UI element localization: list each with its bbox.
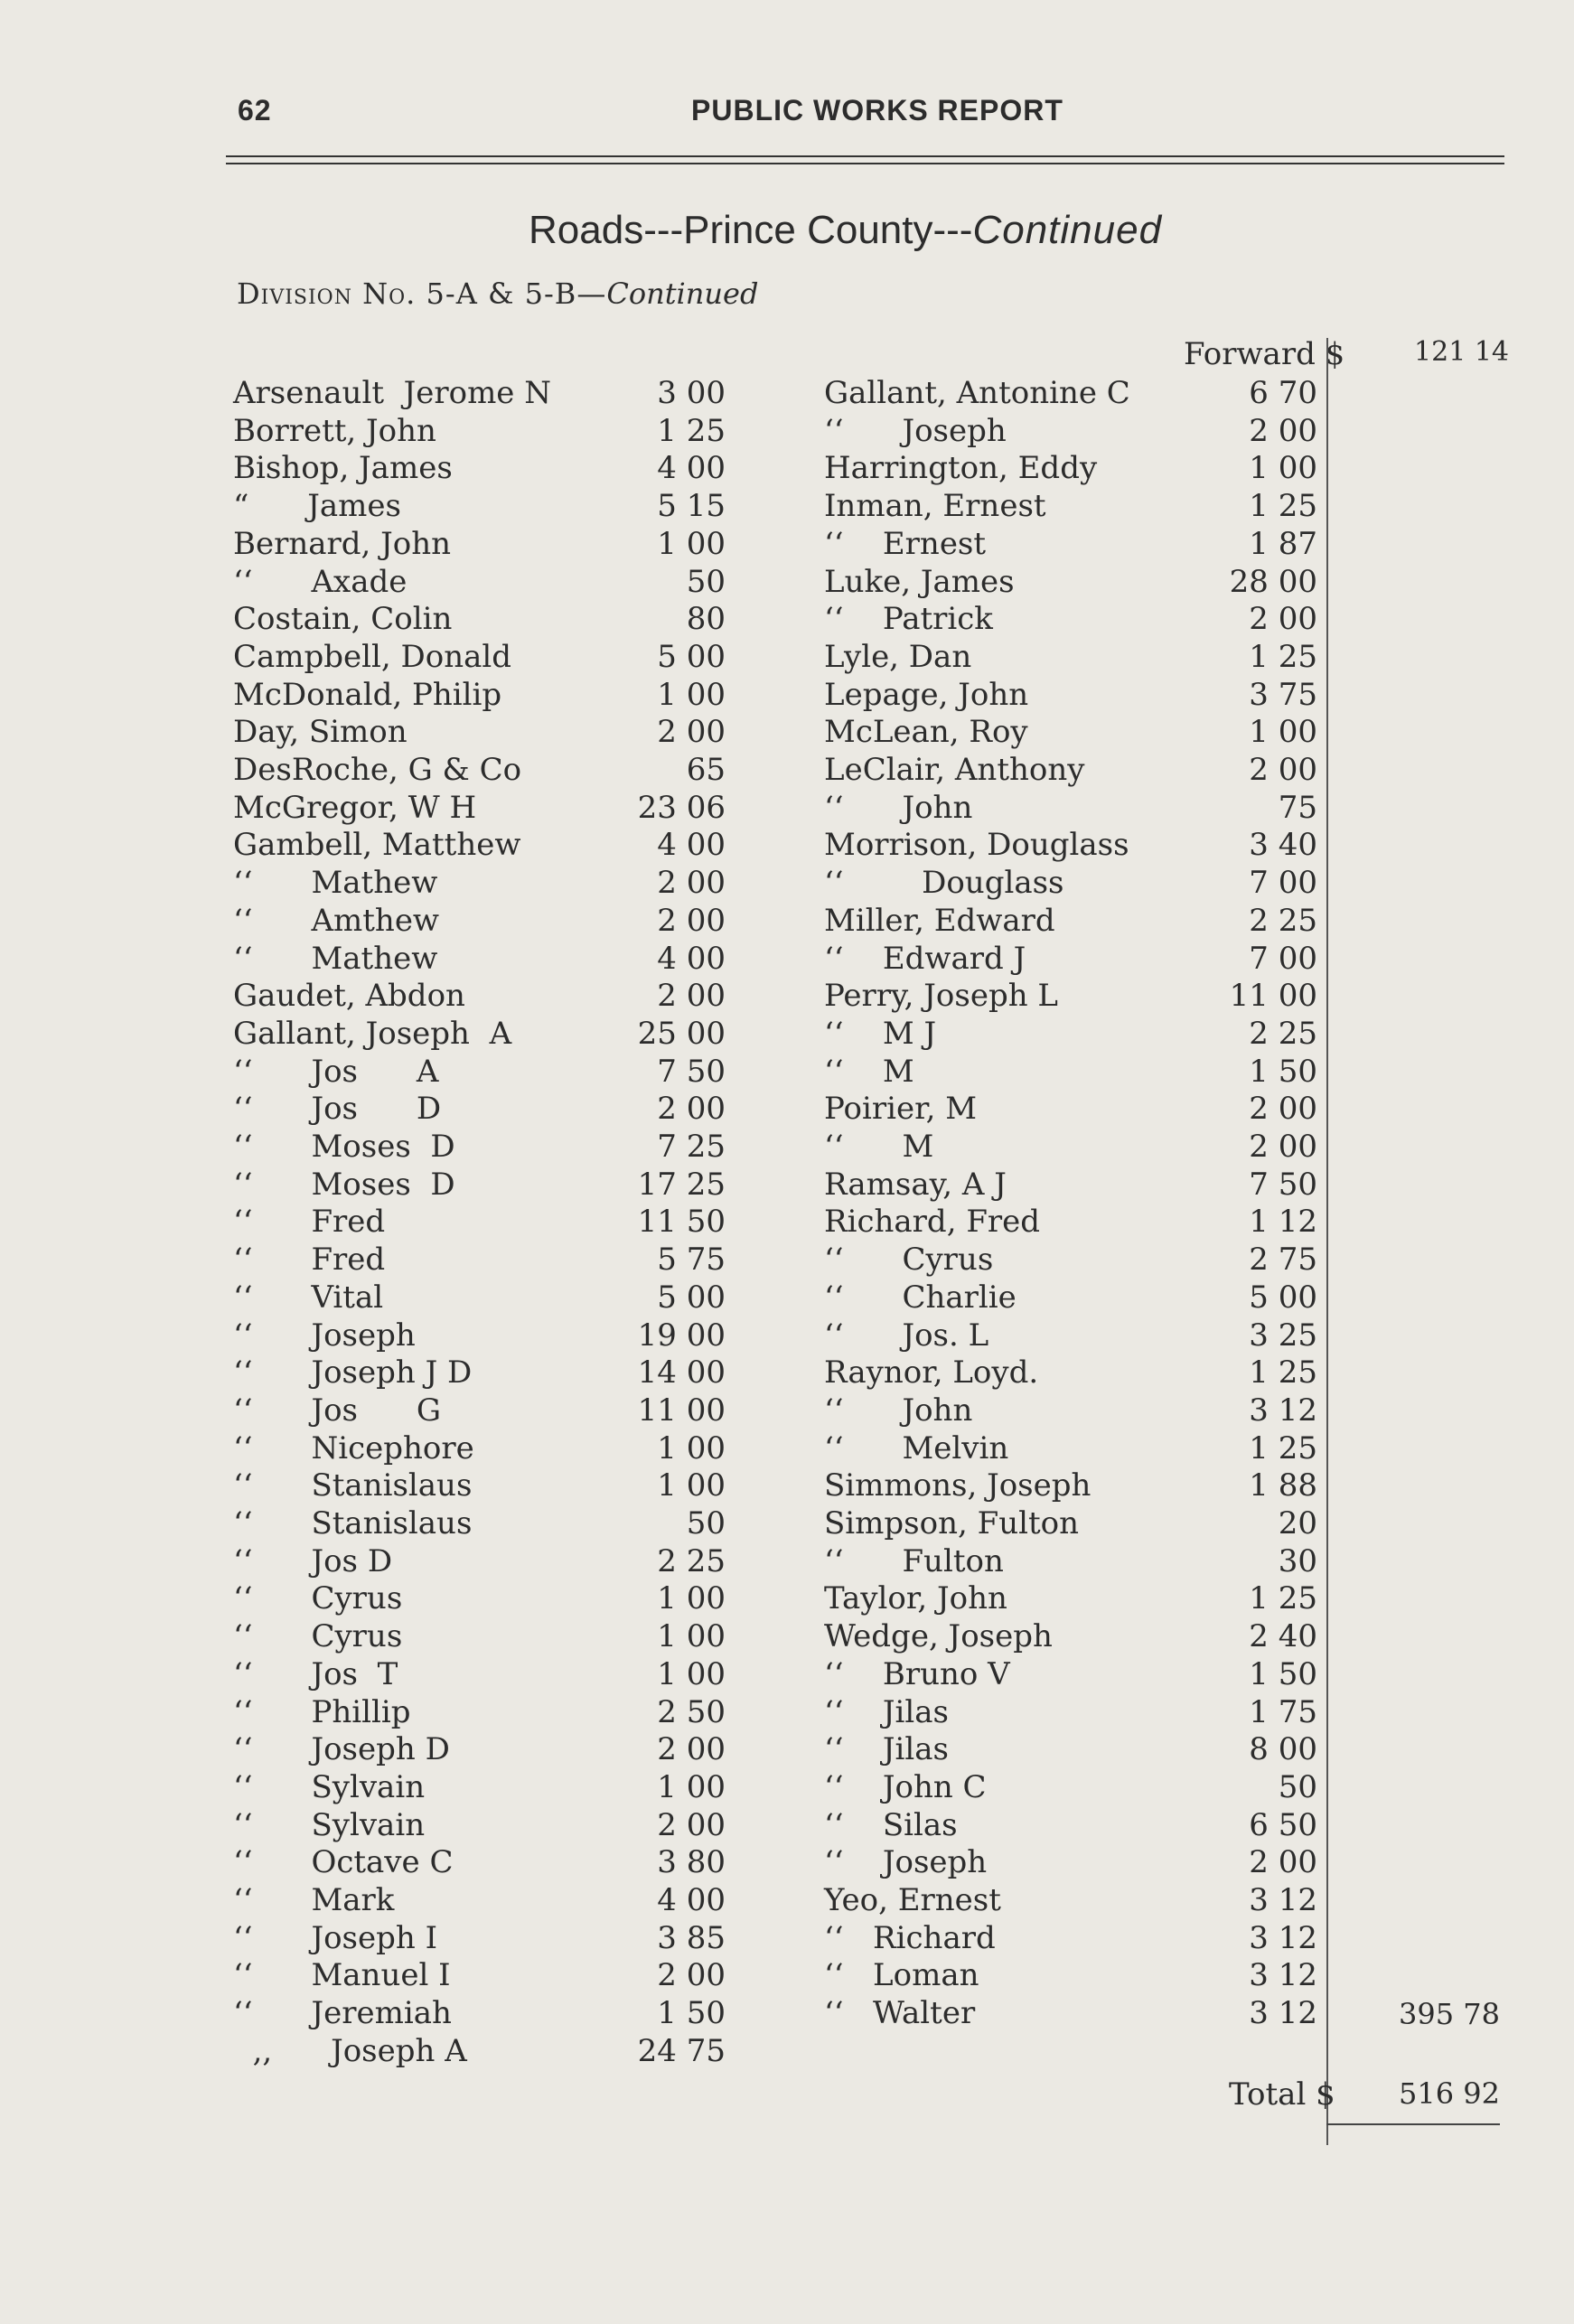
payment-amount: 2 00 [657,714,726,751]
payment-amount: 1 25 [1249,1354,1317,1392]
payee-name: ‘‘ Vital [233,1279,384,1316]
payee-name: Costain, Colin [233,601,453,638]
payment-amount: 3 85 [657,1919,726,1956]
payment-amount: 1 00 [657,676,726,713]
ledger-row [233,1354,726,1392]
payee-name: ‘‘ Sylvain [233,1768,426,1805]
ledger-row [824,563,1317,601]
payee-name: McLean, Roy [824,714,1028,751]
ledger-row [824,977,1317,1015]
payee-name: ‘‘ Silas [824,1806,958,1843]
payee-name: ‘‘ M [824,1053,914,1090]
section-title [529,208,1162,253]
payee-name: ‘‘ Jos G [233,1392,442,1429]
ledger-row [824,1504,1317,1542]
payment-amount: 2 00 [1249,1129,1317,1165]
ledger-row [824,826,1317,864]
ledger-row [824,1354,1317,1392]
payee-name: Ramsay, A J [824,1166,1007,1203]
forward-amount: 121 14 [1414,336,1509,368]
payee-name: ‘‘ Douglass [824,865,1064,902]
ledger-row [233,1843,726,1881]
ledger-row [824,1392,1317,1429]
payment-amount: 1 00 [1249,714,1317,751]
report-title: PUBLIC WORKS REPORT [691,94,1063,127]
payment-amount: 4 00 [657,1882,726,1918]
payment-amount: 2 50 [657,1693,726,1730]
ledger-row [824,864,1317,902]
ledger-row [824,902,1317,940]
payment-amount: 3 80 [657,1844,726,1881]
payee-name: ‘‘ Joseph [824,1844,988,1881]
ledger-row [233,2032,726,2070]
payee-name: ‘‘ Joseph I [233,1919,438,1956]
ledger-row [824,525,1317,563]
ledger-row [824,1655,1317,1693]
section-title-continued: Continued [972,208,1163,252]
payee-name: ‘‘ John C [824,1768,987,1805]
header-rule-bottom [226,163,1504,164]
payment-amount: 3 25 [1249,1317,1317,1354]
payee-name: LeClair, Anthony [824,752,1085,788]
payee-name: ‘‘ Jos T [233,1655,398,1692]
ledger-row [233,487,726,525]
payment-amount: 5 15 [657,488,726,525]
ledger-row [824,1429,1317,1467]
ledger-row [233,1429,726,1467]
total-label: Total $ [1229,2076,1335,2113]
payee-name: Perry, Joseph L [824,978,1059,1015]
payment-amount: 2 00 [657,978,726,1015]
payee-name: ‘‘ Axade [233,563,408,600]
payment-amount: 4 00 [657,450,726,487]
ledger-row [824,751,1317,789]
payment-amount: 2 00 [657,1806,726,1843]
payment-amount: 1 00 [657,1467,726,1504]
ledger-row [824,1956,1317,1994]
payment-amount: 19 00 [637,1317,726,1354]
payee-name: Harrington, Eddy [824,450,1098,487]
payment-amount: 5 00 [657,1279,726,1316]
payee-name: Bernard, John [233,525,452,562]
ledger-row [233,600,726,638]
payment-amount: 3 00 [657,375,726,411]
payment-amount: 2 25 [657,1542,726,1579]
payee-name: ‘‘ Walter [824,1995,976,2032]
ledger-row [233,1317,726,1354]
payment-amount: 11 00 [1229,978,1317,1015]
payment-amount: 3 12 [1249,1392,1317,1429]
ledger-row [233,449,726,487]
payment-amount: 7 00 [1249,940,1317,977]
payee-name: Bishop, James [233,450,453,487]
ledger-row [824,789,1317,827]
ledger-row [233,1203,726,1241]
ledger-row [824,1279,1317,1317]
ledger-row [233,374,726,412]
payment-amount: 3 40 [1249,827,1317,864]
payment-amount: 7 50 [1249,1166,1317,1203]
payee-name: ‘‘ Richard [824,1919,996,1956]
payment-amount: 8 00 [1249,1731,1317,1768]
payment-amount: 20 [1278,1505,1317,1542]
payment-amount: 2 40 [1249,1618,1317,1655]
ledger-row [233,525,726,563]
ledger-row [233,638,726,676]
ledger-row [824,1317,1317,1354]
payee-name: Taylor, John [824,1580,1007,1617]
payment-amount: 6 70 [1249,375,1317,411]
payment-amount: 3 12 [1249,1995,1317,2032]
payment-amount: 1 88 [1249,1467,1317,1504]
ledger-row [824,638,1317,676]
ledger-row [233,1166,726,1204]
ledger-row [233,751,726,789]
payment-amount: 1 75 [1249,1693,1317,1730]
payee-name: ‘‘ Jilas [824,1731,949,1768]
ledger-row [824,1467,1317,1504]
payment-amount: 1 25 [657,412,726,449]
ledger-row [824,412,1317,450]
payee-name: ‘‘ John [824,1392,973,1429]
payment-amount: 11 50 [637,1204,726,1241]
payee-name: ‘‘ Jos A [233,1053,439,1090]
ledger-row [824,1617,1317,1655]
payment-amount: 7 00 [1249,865,1317,902]
ledger-row [233,940,726,978]
payment-amount: 2 00 [1249,752,1317,788]
payee-name: Morrison, Douglass [824,827,1129,864]
payee-name: Raynor, Loyd. [824,1354,1039,1392]
payee-name: Borrett, John [233,412,436,449]
ledger-row [233,1090,726,1128]
payment-amount: 23 06 [637,789,726,826]
payee-name: Poirier, M [824,1091,978,1128]
payment-amount: 50 [686,1505,726,1542]
payee-name: ‘‘ Ernest [824,525,987,562]
payment-amount: 4 00 [657,940,726,977]
payment-amount: 1 12 [1249,1204,1317,1241]
payee-name: ‘‘ M [824,1129,934,1165]
ledger-row [824,1843,1317,1881]
ledger-row [233,1542,726,1580]
payee-name: Simmons, Joseph [824,1467,1091,1504]
payment-amount: 1 25 [1249,1429,1317,1467]
payee-name: Gaudet, Abdon [233,978,465,1015]
ledger-row [233,1053,726,1091]
total-amount: 516 92 [1399,2076,1500,2111]
ledger-row [233,1467,726,1504]
payment-amount: 2 75 [1249,1242,1317,1279]
ledger-row [233,864,726,902]
ledger-row [824,713,1317,751]
ledger-row [233,412,726,450]
payment-amount: 1 50 [1249,1655,1317,1692]
payment-amount: 1 00 [657,525,726,562]
payment-amount: 75 [1278,789,1317,826]
ledger-row [233,1730,726,1768]
payee-name: Wedge, Joseph [824,1618,1053,1655]
page-number: 62 [238,94,272,127]
payee-name: ‘‘ Loman [824,1957,979,1994]
ledger-row [824,600,1317,638]
ledger-row [233,1504,726,1542]
payment-amount: 1 50 [657,1995,726,2032]
payment-amount: 6 50 [1249,1806,1317,1843]
ledger-row [824,449,1317,487]
payment-amount: 2 00 [1249,412,1317,449]
ledger-row [824,1090,1317,1128]
payment-amount: 3 75 [1249,676,1317,713]
ledger-row [233,676,726,714]
ledger-row [824,1241,1317,1279]
payment-amount: 1 25 [1249,1580,1317,1617]
payment-amount: 50 [686,563,726,600]
payee-name: ‘‘ Fred [233,1242,386,1279]
payee-name: ‘‘ Cyrus [233,1618,403,1655]
payee-name: Campbell, Donald [233,638,512,675]
total-rule [1326,2123,1500,2125]
payee-name: Simpson, Fulton [824,1505,1079,1542]
payee-name: McDonald, Philip [233,676,502,713]
payment-amount: 1 25 [1249,638,1317,675]
payment-amount: 65 [686,752,726,788]
payee-name: Arsenault Jerome N [233,375,551,411]
ledger-row [233,1655,726,1693]
payment-amount: 1 50 [1249,1053,1317,1090]
payment-amount: 7 50 [657,1053,726,1090]
ledger-row [233,902,726,940]
ledger-row [824,1053,1317,1091]
section-title-main: Roads---Prince County--- [529,208,973,252]
ledger-row [233,1994,726,2032]
ledger-row [233,1693,726,1731]
payee-name: Inman, Ernest [824,488,1046,525]
payee-name: ‘‘ Sylvain [233,1806,426,1843]
ledger-row [233,1881,726,1919]
payment-amount: 4 00 [657,827,726,864]
payment-amount: 2 00 [657,1957,726,1994]
ledger-row [233,1617,726,1655]
payee-name: ‘‘ Jos. L [824,1317,989,1354]
payment-amount: 2 00 [1249,601,1317,638]
ledger-row [233,1956,726,1994]
payee-name: ‘‘ Jilas [824,1693,949,1730]
ledger-row [824,1881,1317,1919]
payment-amount: 14 00 [637,1354,726,1392]
ledger-row [233,826,726,864]
ledger-row [824,1994,1317,2032]
payee-name: Lyle, Dan [824,638,972,675]
ledger-row [233,563,726,601]
payee-name: Richard, Fred [824,1204,1041,1241]
payment-amount: 2 25 [1249,1015,1317,1052]
payment-amount: 2 00 [1249,1091,1317,1128]
payee-name: DesRoche, G & Co [233,752,522,788]
payee-name: Yeo, Ernest [824,1882,1001,1918]
ledger-row [824,1806,1317,1844]
payee-name: Gallant, Joseph A [233,1015,512,1052]
payee-name: ‘‘ Melvin [824,1429,1009,1467]
ledger-row [824,1203,1317,1241]
payment-amount: 1 00 [657,1618,726,1655]
payment-amount: 1 00 [1249,450,1317,487]
header-rule-top [226,155,1504,157]
payment-amount: 3 12 [1249,1882,1317,1918]
payee-name: Luke, James [824,563,1015,600]
payment-amount: 2 25 [1249,902,1317,939]
payee-name: Lepage, John [824,676,1029,713]
payment-amount: 80 [686,601,726,638]
payee-name: Gambell, Matthew [233,827,521,864]
payee-name: McGregor, W H [233,789,477,826]
payment-amount: 5 00 [1249,1279,1317,1316]
ledger-row [233,1128,726,1166]
payee-name: Day, Simon [233,714,408,751]
payee-name: ‘‘ Charlie [824,1279,1017,1316]
payee-name: ‘‘ Mathew [233,865,438,902]
payment-amount: 17 25 [637,1166,726,1203]
payee-name: ‘‘ Joseph J D [233,1354,473,1392]
ledger-row [233,1015,726,1053]
payee-name: ‘‘ Jos D [233,1091,442,1128]
dollar-column-rule [1326,338,1328,2145]
payment-amount: 1 00 [657,1768,726,1805]
payment-amount: 2 00 [1249,1844,1317,1881]
ledger-row [233,1279,726,1317]
payment-amount: 28 00 [1229,563,1317,600]
payment-amount: 1 87 [1249,525,1317,562]
ledger-row [824,940,1317,978]
payee-name: Miller, Edward [824,902,1055,939]
payee-name: “ James [233,488,401,525]
ledger-row [233,977,726,1015]
payment-amount: 11 00 [637,1392,726,1429]
division-heading [237,276,758,311]
payee-name: ‘‘ Fulton [824,1542,1004,1579]
payment-amount: 1 00 [657,1655,726,1692]
payment-amount: 2 00 [657,865,726,902]
payment-amount: 50 [1278,1768,1317,1805]
payee-name: ‘‘ Jeremiah [233,1995,452,2032]
ledger-row [824,1542,1317,1580]
payment-amount: 1 25 [1249,488,1317,525]
payee-name: ‘‘ Amthew [233,902,440,939]
ledger-row [233,1392,726,1429]
right-column-subtotal: 395 78 [1399,1997,1500,2031]
payee-name: ‘‘ Manuel I [233,1957,451,1994]
payment-amount: 5 75 [657,1242,726,1279]
payee-name: ‘‘ Octave C [233,1844,454,1881]
ledger-row [233,713,726,751]
payment-amount: 2 00 [657,902,726,939]
payee-name: ‘‘ Joseph D [233,1731,450,1768]
ledger-row [233,1579,726,1617]
ledger-row [824,1768,1317,1806]
payee-name: ‘‘ Stanislaus [233,1505,473,1542]
payee-name: ‘‘ Mark [233,1882,395,1918]
ledger-row [824,1693,1317,1731]
payment-amount: 7 25 [657,1129,726,1165]
payee-name: ‘‘ Cyrus [233,1580,403,1617]
ledger-row [233,1241,726,1279]
payee-name: ,, Joseph A [233,2032,467,2069]
ledger-row [233,789,726,827]
forward-label: Forward $ [1184,336,1345,372]
payment-amount: 24 75 [637,2032,726,2069]
payee-name: ‘‘ Cyrus [824,1242,994,1279]
payee-name: ‘‘ Bruno V [824,1655,1010,1692]
payee-name: ‘‘ M J [824,1015,937,1052]
ledger-row [824,374,1317,412]
payee-name: ‘‘ Patrick [824,601,993,638]
ledger-row [824,1128,1317,1166]
ledger-row [824,1015,1317,1053]
payee-name: ‘‘ Mathew [233,940,438,977]
division-label: Division No. 5-A & 5-B— [237,276,607,311]
payee-name: ‘‘ Phillip [233,1693,411,1730]
payment-amount: 1 00 [657,1429,726,1467]
payment-amount: 30 [1278,1542,1317,1579]
payee-name: ‘‘ Joseph [233,1317,416,1354]
ledger-row [824,487,1317,525]
payee-name: ‘‘ Edward J [824,940,1026,977]
ledger-row [233,1919,726,1957]
ledger-row [233,1806,726,1844]
payee-name: ‘‘ John [824,789,973,826]
ledger-row [824,1166,1317,1204]
ledger-row [824,676,1317,714]
payment-amount: 25 00 [637,1015,726,1052]
payee-name: ‘‘ Jos D [233,1542,393,1579]
payment-amount: 2 00 [657,1731,726,1768]
payment-amount: 5 00 [657,638,726,675]
payee-name: ‘‘ Fred [233,1204,386,1241]
payee-name: ‘‘ Stanislaus [233,1467,473,1504]
ledger-row [824,1919,1317,1957]
payment-amount: 1 00 [657,1580,726,1617]
payee-name: ‘‘ Joseph [824,412,1007,449]
ledger-row [824,1579,1317,1617]
payment-amount: 2 00 [657,1091,726,1128]
payee-name: ‘‘ Moses D [233,1129,455,1165]
payee-name: ‘‘ Nicephore [233,1429,474,1467]
ledger-row [824,1730,1317,1768]
payment-amount: 3 12 [1249,1919,1317,1956]
division-continued: Continued [606,276,759,311]
ledger-row [233,1768,726,1806]
payee-name: ‘‘ Moses D [233,1166,455,1203]
payee-name: Gallant, Antonine C [824,375,1130,411]
payment-amount: 3 12 [1249,1957,1317,1994]
